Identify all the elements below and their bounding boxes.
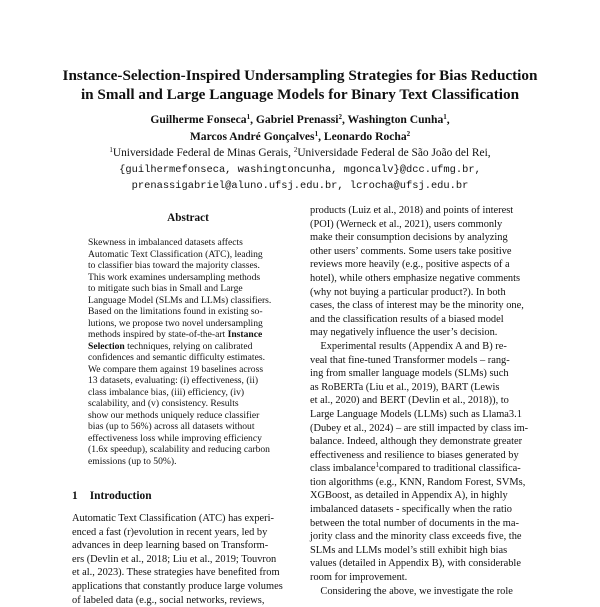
body-line <box>310 462 542 476</box>
abstract-line: Automatic Text Classification (ATC), leading <box>88 248 263 260</box>
section-heading-introduction <box>72 490 164 502</box>
abstract-bold-term: Selection <box>88 340 125 352</box>
body-line: (why not buying a particular product?). In both <box>310 286 506 298</box>
body-line: jority class and the minority class exceeds five, the <box>310 531 522 543</box>
author-line-2 <box>40 128 560 145</box>
body-line: may negatively influence the user’s decision. <box>310 327 498 339</box>
author-name: , Washington Cunha <box>341 113 444 126</box>
body-line: hotel), while others emphasize negative comments <box>310 272 521 284</box>
abstract-body <box>88 237 298 467</box>
body-line: of labeled data (e.g., social networks, reviews, <box>72 594 265 606</box>
body-line: ers (Devlin et al., 2018; Liu et al., 2019; Touvron <box>72 553 277 565</box>
abstract-line: 13 datasets, evaluating: (i) effectiveness, (ii) <box>88 375 259 386</box>
abstract-line: class imbalance bias, (iii) efficiency, (iv) <box>88 386 245 398</box>
body-line: Automatic Text Classification (ATC) has experi- <box>72 513 274 524</box>
author-emails-2: prenassigabriel@aluno.ufsj.edu.br, lcrocha@ufsj.edu.br <box>131 180 469 192</box>
author-name: , Leonardo Rocha <box>318 130 407 143</box>
abstract-line <box>88 341 298 353</box>
abstract-line: Based on the limitations found in existing so- <box>88 306 263 317</box>
abstract-line: This work examines undersampling methods <box>88 271 261 283</box>
right-column-body <box>310 204 542 598</box>
author-affil-mark: 1 <box>314 130 319 138</box>
body-line: Large Language Models (LLMs) such as Llama3.1 <box>310 408 522 420</box>
author-affil-mark: 1 <box>246 113 251 121</box>
abstract-line <box>88 329 298 341</box>
author-affil-mark: 2 <box>338 113 342 121</box>
body-line: et al., 2020) and BERT (Devlin et al., 2018)), to <box>310 395 509 407</box>
introduction-body <box>72 512 308 607</box>
body-line: make their consumption decisions by analyzing <box>310 232 508 244</box>
body-line: et al., 2023). These strategies have benefited from <box>72 567 280 579</box>
affil-name: Universidade Federal de São João del Rei, <box>297 147 491 159</box>
abstract-line: confidences and semantic difficulty estimates. <box>88 352 265 363</box>
author-list <box>40 111 560 145</box>
author-separator: , <box>446 113 450 126</box>
abstract-bold-term: Instance <box>227 329 263 340</box>
abstract-line: bias (up to 56%) across all datasets without <box>88 421 255 432</box>
paper-title <box>40 66 560 104</box>
abstract-line: Language Model (SLMs and LLMs) classifiers. <box>88 294 272 306</box>
body-line: and the classification results of a biased model <box>310 313 504 325</box>
body-line: values (detailed in Appendix B), with considerable <box>310 558 521 570</box>
body-line: applications that constantly produce large volumes <box>72 580 283 592</box>
affil-name: Universidade Federal de Minas Gerais, <box>112 147 294 159</box>
body-text: class imbalance <box>310 463 376 475</box>
abstract-line: to mitigate such bias in Small and Large <box>88 283 243 294</box>
abstract-line: show our methods uniquely reduce classifier <box>88 409 260 421</box>
footnote-mark: 1 <box>375 461 379 470</box>
body-line: (Dubey et al., 2024) – are still impacted by class im- <box>310 422 529 434</box>
abstract-heading: Abstract <box>167 212 209 224</box>
body-line: room for improvement. <box>310 572 408 584</box>
author-emails-1: {guilhermefonseca, washingtoncunha, mgoncalv}@dcc.ufmg.br, <box>119 163 481 176</box>
body-line: (POI) (Werneck et al., 2021), users commonly <box>310 218 503 230</box>
title-line-1: Instance-Selection-Inspired Undersampling Strategies for Bias Reduction <box>62 67 538 84</box>
abstract-line: effectiveness loss while improving efficiency <box>88 432 262 444</box>
author-affil-mark: 2 <box>406 130 411 138</box>
author-name: , Gabriel Prenassi <box>250 113 339 126</box>
section-title: Introduction <box>89 490 152 502</box>
affil-mark: 1 <box>109 146 113 154</box>
body-line: reviews more heavily (e.g., positive aspects of a <box>310 259 510 271</box>
abstract-line: We compare them against 19 baselines across <box>88 363 264 375</box>
abstract-text: methods inspired by state-of-the-art <box>88 329 228 340</box>
section-number: 1 <box>72 490 78 502</box>
author-affil-mark: 1 <box>443 113 447 121</box>
body-line: tion algorithms (e.g., KNN, Random Forest, SVMs, <box>310 476 526 488</box>
author-line-1 <box>40 111 560 128</box>
abstract-text: techniques, relying on calibrated <box>124 340 253 352</box>
body-line: effectiveness and resilience to biases generated by <box>310 449 519 461</box>
abstract-line: lutions, we propose two novel undersampling <box>88 317 263 329</box>
body-line: Experimental results (Appendix A and B) re- <box>310 340 507 352</box>
abstract-line: (1.6x speedup), scalability and reducing carbon <box>88 444 270 455</box>
body-line: Considering the above, we investigate the role <box>310 585 513 597</box>
abstract-line: emissions (up to 50%). <box>88 455 177 467</box>
body-line: imbalanced datasets - specifically when the ratio <box>310 504 512 516</box>
abstract-line: to classifier bias toward the majority classes. <box>88 260 260 271</box>
author-name: Guilherme Fonseca <box>150 113 247 126</box>
body-line: SLMs and LLMs model’s still exhibit high bias <box>310 544 508 556</box>
affil-mark: 2 <box>293 146 298 154</box>
body-line: advances in deep learning based on Transform- <box>72 540 269 552</box>
author-name: Marcos André Gonçalves <box>189 130 315 143</box>
body-line: enced a fast (r)evolution in recent years, led by <box>72 526 268 538</box>
body-text: compared to traditional classifica- <box>379 463 521 475</box>
abstract-line: scalability, and (v) consistency. Results <box>88 398 239 409</box>
affiliation-line <box>40 145 560 162</box>
body-line: cases, the class of interest may be the minority one, <box>310 300 524 312</box>
abstract-line: Skewness in imbalanced datasets affects <box>88 237 243 248</box>
body-line: veal that fine-tuned Transformer models – rang- <box>310 354 510 366</box>
affiliations <box>40 145 560 195</box>
body-line: other users’ comments. Some users take positive <box>310 245 512 257</box>
title-line-2: in Small and Large Language Models for Binary Text Classification <box>80 86 520 103</box>
body-line: between the total number of documents in the ma- <box>310 517 519 529</box>
body-line: XGBoost, as detailed in Appendix A), in highly <box>310 490 508 502</box>
body-line: products (Luiz et al., 2018) and points of interest <box>310 205 514 216</box>
body-line: as RoBERTa (Liu et al., 2019), BART (Lewis <box>310 381 500 393</box>
body-line: balance. Indeed, although they demonstrate greater <box>310 436 523 448</box>
body-line: ing from smaller language models (SLMs) such <box>310 368 509 380</box>
